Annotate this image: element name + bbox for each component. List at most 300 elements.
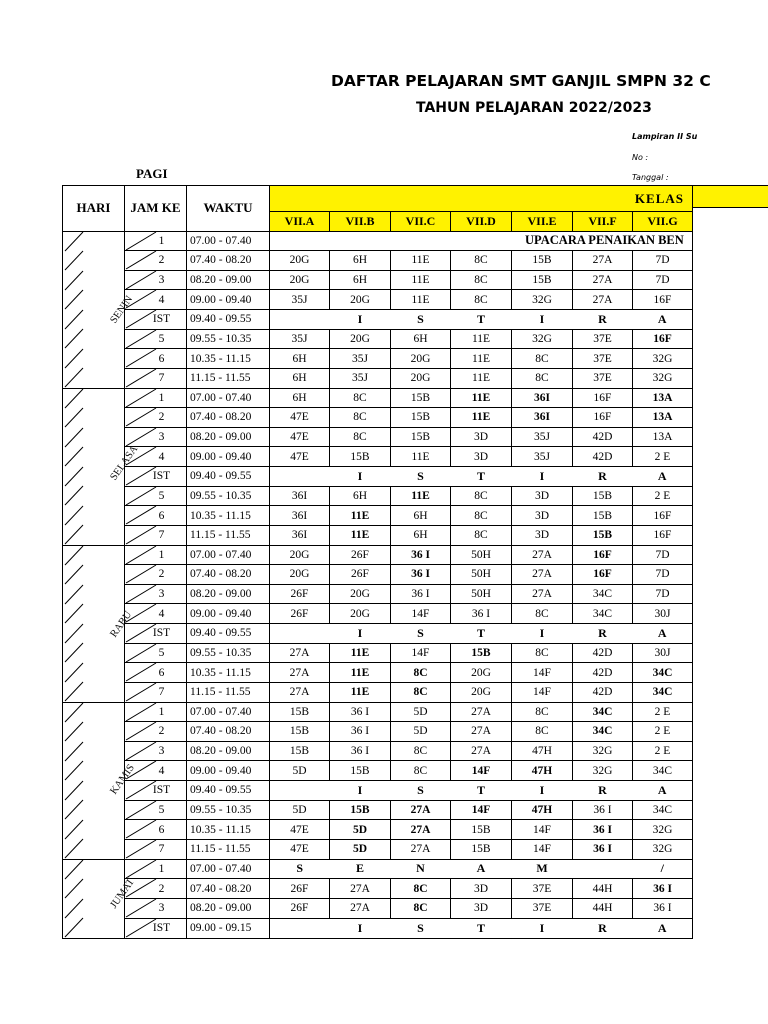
schedule-cell: 15B [330, 800, 391, 820]
schedule-cell: 20G [270, 270, 330, 290]
waktu-cell: 09.40 - 09.55 [187, 781, 270, 801]
schedule-cell: 30J [633, 604, 693, 624]
schedule-cell: 32G [633, 839, 693, 859]
schedule-cell: 7D [633, 584, 693, 604]
diagonal-mark-icon [65, 604, 83, 623]
waktu-cell: 07.00 - 07.40 [187, 545, 270, 565]
jam-number: 2 [158, 254, 165, 267]
schedule-cell: 27A [270, 643, 330, 663]
schedule-cell: 20G [330, 584, 391, 604]
waktu-cell: 07.00 - 07.40 [187, 859, 270, 879]
schedule-cell: 15B [573, 525, 633, 545]
schedule-cell: 6H [270, 368, 330, 388]
waktu-cell: 07.40 - 08.20 [187, 408, 270, 428]
schedule-cell: 27A [391, 839, 451, 859]
break-letter: S [391, 624, 451, 644]
schedule-cell: 16F [573, 408, 633, 428]
schedule-cell: 37E [512, 879, 573, 899]
schedule-cell: 15B [270, 722, 330, 742]
jam-cell [125, 565, 187, 585]
diagonal-mark-icon [126, 624, 156, 642]
diagonal-mark-icon [126, 820, 156, 838]
diagonal-mark-icon [65, 722, 83, 741]
schedule-cell: 44H [573, 899, 633, 919]
schedule-cell: 7D [633, 565, 693, 585]
diagonal-mark-icon [65, 624, 83, 643]
jam-number: 1 [158, 391, 165, 404]
schedule-cell: 15B [573, 506, 633, 526]
schedule-cell: 36 I [573, 820, 633, 840]
schedule-cell: 44H [573, 879, 633, 899]
schedule-cell: 42D [573, 682, 633, 702]
diagonal-mark-icon [126, 349, 156, 367]
schedule-cell: 8C [330, 388, 391, 408]
table-row [63, 918, 693, 938]
table-row [63, 368, 693, 388]
schedule-cell: 20G [270, 565, 330, 585]
jam-number: 7 [158, 372, 165, 385]
waktu-cell: 09.55 - 10.35 [187, 643, 270, 663]
schedule-cell: 20G [270, 545, 330, 565]
jam-number: IST [152, 470, 171, 483]
schedule-cell: 8C [391, 879, 451, 899]
schedule-cell: 35J [512, 427, 573, 447]
schedule-cell: 20G [330, 290, 391, 310]
diagonal-mark-icon [126, 310, 156, 328]
schedule-cell: 8C [451, 486, 512, 506]
break-letter: T [451, 310, 512, 330]
schedule-cell: 27A [573, 290, 633, 310]
schedule-cell: 27A [451, 722, 512, 742]
diagonal-mark-icon [65, 310, 83, 329]
schedule-cell: 16F [633, 525, 693, 545]
table-row [63, 486, 693, 506]
schedule-cell: 16F [573, 565, 633, 585]
table-row [63, 427, 693, 447]
schedule-cell: 27A [330, 879, 391, 899]
waktu-cell: 09.55 - 10.35 [187, 486, 270, 506]
jam-cell [125, 270, 187, 290]
diagonal-mark-icon [65, 349, 83, 368]
class-header-cell: VII.E [512, 212, 573, 232]
schedule-cell: 27A [451, 741, 512, 761]
waktu-cell: 09.40 - 09.55 [187, 467, 270, 487]
schedule-cell: 30J [633, 643, 693, 663]
diagonal-mark-icon [126, 683, 156, 701]
jam-cell [125, 251, 187, 271]
schedule-cell: 8C [512, 643, 573, 663]
schedule-cell: 37E [573, 349, 633, 369]
schedule-cell: 8C [451, 290, 512, 310]
schedule-cell: 16F [633, 329, 693, 349]
schedule-cell: 20G [270, 251, 330, 271]
schedule-cell: 26F [330, 545, 391, 565]
jam-cell [125, 584, 187, 604]
schedule-cell: 3D [451, 879, 512, 899]
waktu-cell: 08.20 - 09.00 [187, 741, 270, 761]
jam-number: 3 [158, 431, 165, 444]
waktu-cell: 09.00 - 09.40 [187, 761, 270, 781]
break-letter: R [573, 781, 633, 801]
schedule-cell: 35J [330, 349, 391, 369]
table-row [63, 290, 693, 310]
schedule-cell: 8C [391, 761, 451, 781]
break-letter: A [633, 310, 693, 330]
schedule-cell: 27A [512, 565, 573, 585]
diagonal-mark-icon [126, 742, 156, 760]
diagonal-mark-icon [126, 506, 156, 524]
jam-cell [125, 545, 187, 565]
table-row [63, 800, 693, 820]
jam-number: 2 [158, 882, 165, 895]
schedule-cell: 20G [451, 682, 512, 702]
session-label: PAGI [136, 166, 168, 181]
page-subtitle: TAHUN PELAJARAN 2022/2023 [416, 100, 652, 116]
schedule-cell: 16F [573, 388, 633, 408]
jam-cell [125, 368, 187, 388]
schedule-cell: 11E [451, 349, 512, 369]
waktu-cell: 09.55 - 10.35 [187, 800, 270, 820]
diagonal-mark-icon [65, 329, 83, 348]
day-cell [63, 231, 136, 388]
schedule-cell: 36I [270, 506, 330, 526]
schedule-cell: 42D [573, 447, 633, 467]
jam-cell [125, 781, 187, 801]
schedule-cell: 36I [270, 525, 330, 545]
jam-cell [125, 839, 187, 859]
schedule-cell: 34C [633, 800, 693, 820]
schedule-cell: 8C [391, 663, 451, 683]
day-name-label: KAMIS [108, 762, 137, 797]
schedule-cell: 37E [512, 899, 573, 919]
schedule-cell: 8C [512, 349, 573, 369]
break-letter: I [330, 624, 391, 644]
schedule-cell: 32G [633, 349, 693, 369]
senam-letter: / [633, 859, 693, 879]
table-row [63, 643, 693, 663]
day-name-label: SENIN [108, 294, 136, 326]
schedule-cell: 34C [633, 663, 693, 683]
diagonal-mark-icon [126, 722, 156, 740]
jam-cell [125, 231, 187, 251]
diagonal-mark-icon [65, 546, 83, 565]
diagonal-mark-icon [126, 330, 156, 348]
waktu-cell: 07.00 - 07.40 [187, 388, 270, 408]
schedule-cell: 2 E [633, 486, 693, 506]
schedule-cell: 27A [512, 584, 573, 604]
schedule-cell: 15B [451, 820, 512, 840]
table-row [63, 388, 693, 408]
schedule-body [63, 231, 693, 938]
schedule-cell: 8C [330, 408, 391, 428]
schedule-cell: 35J [270, 290, 330, 310]
diagonal-mark-icon [65, 290, 83, 309]
diagonal-mark-icon [126, 801, 156, 819]
schedule-cell: 32G [573, 741, 633, 761]
break-letter: A [633, 781, 693, 801]
waktu-cell: 09.00 - 09.40 [187, 447, 270, 467]
table-row [63, 270, 693, 290]
jam-number: 3 [158, 588, 165, 601]
schedule-cell: 15B [391, 408, 451, 428]
jam-cell [125, 918, 187, 938]
waktu-cell: 11.15 - 11.55 [187, 682, 270, 702]
schedule-cell: 15B [391, 388, 451, 408]
schedule-cell: 50H [451, 545, 512, 565]
diagonal-mark-icon [126, 447, 156, 465]
diagonal-mark-icon [126, 487, 156, 505]
schedule-cell: 27A [330, 899, 391, 919]
diagonal-mark-icon [126, 526, 156, 544]
jam-number: 1 [158, 548, 165, 561]
schedule-cell: 27A [391, 800, 451, 820]
schedule-cell: 36 I [633, 879, 693, 899]
diagonal-mark-icon [126, 408, 156, 426]
schedule-cell: 14F [451, 761, 512, 781]
diagonal-mark-icon [65, 232, 83, 251]
diagonal-mark-icon [126, 290, 156, 308]
schedule-cell: 42D [573, 643, 633, 663]
schedule-cell: 5D [270, 761, 330, 781]
schedule-cell: 34C [573, 604, 633, 624]
jam-cell [125, 290, 187, 310]
break-letter: R [573, 624, 633, 644]
schedule-cell: 36 I [391, 565, 451, 585]
waktu-cell: 07.40 - 08.20 [187, 879, 270, 899]
table-row [63, 231, 693, 251]
schedule-cell: 34C [573, 584, 633, 604]
schedule-cell: 11E [330, 525, 391, 545]
diagonal-mark-icon [126, 860, 156, 878]
schedule-cell: 8C [451, 270, 512, 290]
diagonal-mark-icon [65, 565, 83, 584]
schedule-cell: 8C [512, 722, 573, 742]
jam-cell [125, 859, 187, 879]
schedule-cell: 16F [633, 506, 693, 526]
waktu-cell: 09.55 - 10.35 [187, 329, 270, 349]
waktu-cell: 09.40 - 09.55 [187, 624, 270, 644]
diagonal-mark-icon [126, 879, 156, 897]
schedule-cell: 42D [573, 427, 633, 447]
diagonal-mark-icon [126, 546, 156, 564]
schedule-cell: 2 E [633, 722, 693, 742]
jam-cell [125, 899, 187, 919]
waktu-cell: 10.35 - 11.15 [187, 349, 270, 369]
schedule-cell: 37E [573, 329, 633, 349]
no-label: No : [632, 153, 649, 162]
waktu-cell: 09.00 - 09.40 [187, 290, 270, 310]
schedule-cell: 13A [633, 408, 693, 428]
col-header-waktu: WAKTU [187, 186, 270, 232]
schedule-cell: 8C [391, 741, 451, 761]
diagonal-mark-icon [65, 761, 83, 780]
break-letter: I [512, 781, 573, 801]
senam-letter [573, 859, 633, 879]
break-letter: R [573, 467, 633, 487]
jam-number: 6 [158, 352, 165, 365]
schedule-cell: 15B [270, 741, 330, 761]
day-cell [63, 859, 137, 938]
schedule-cell: 47E [270, 427, 330, 447]
diagonal-mark-icon [126, 899, 156, 917]
schedule-cell: 5D [270, 800, 330, 820]
jam-number: 5 [158, 646, 165, 659]
schedule-cell: 11E [391, 270, 451, 290]
schedule-cell: 15B [451, 643, 512, 663]
table-row [63, 329, 693, 349]
schedule-cell: 26F [270, 604, 330, 624]
jam-number: 6 [158, 823, 165, 836]
schedule-cell: 32G [573, 761, 633, 781]
jam-cell [125, 408, 187, 428]
schedule-cell: 3D [451, 899, 512, 919]
schedule-cell: 7D [633, 251, 693, 271]
diagonal-mark-icon [65, 839, 83, 858]
day-name-label: SELASA [108, 444, 141, 483]
table-row [63, 741, 693, 761]
break-letter: R [573, 918, 633, 938]
schedule-cell: 14F [451, 800, 512, 820]
diagonal-mark-icon [65, 251, 83, 270]
jam-number: IST [152, 784, 171, 797]
jam-cell [125, 525, 187, 545]
schedule-cell: 47E [270, 820, 330, 840]
schedule-cell: 35J [270, 329, 330, 349]
schedule-cell: 20G [391, 349, 451, 369]
schedule-cell: 36 I [330, 722, 391, 742]
diagonal-mark-icon [126, 781, 156, 799]
schedule-cell: 3D [512, 486, 573, 506]
senam-letter: E [330, 859, 391, 879]
schedule-cell: 5D [391, 722, 451, 742]
schedule-cell: 11E [391, 251, 451, 271]
diagonal-mark-icon [126, 369, 156, 387]
schedule-cell: 27A [391, 820, 451, 840]
schedule-cell: 26F [330, 565, 391, 585]
table-row [63, 565, 693, 585]
schedule-cell: 15B [451, 839, 512, 859]
schedule-cell: 14F [391, 604, 451, 624]
break-letter: I [330, 467, 391, 487]
jam-number: 6 [158, 509, 165, 522]
break-letter: T [451, 467, 512, 487]
day-cell [63, 388, 141, 545]
jam-number: 4 [158, 764, 165, 777]
diagonal-mark-icon [126, 467, 156, 485]
schedule-cell: 3D [512, 525, 573, 545]
schedule-cell: 14F [512, 663, 573, 683]
diagonal-mark-icon [65, 800, 83, 819]
schedule-cell: 20G [330, 604, 391, 624]
diagonal-mark-icon [65, 428, 83, 447]
schedule-cell: 2 E [633, 741, 693, 761]
schedule-cell: 27A [270, 663, 330, 683]
diagonal-mark-icon [65, 486, 83, 505]
jam-cell [125, 486, 187, 506]
jam-number: 7 [158, 843, 165, 856]
table-row [63, 820, 693, 840]
break-letter: A [633, 467, 693, 487]
schedule-cell: 8C [391, 899, 451, 919]
waktu-cell: 10.35 - 11.15 [187, 663, 270, 683]
jam-number: 5 [158, 332, 165, 345]
schedule-cell: 15B [330, 447, 391, 467]
diagonal-mark-icon [65, 820, 83, 839]
schedule-cell: 34C [633, 761, 693, 781]
break-letter: I [512, 467, 573, 487]
jam-number: 1 [158, 705, 165, 718]
schedule-cell: 5D [330, 820, 391, 840]
break-letter: T [451, 918, 512, 938]
schedule-cell: 6H [330, 486, 391, 506]
schedule-cell: 6H [270, 388, 330, 408]
diagonal-mark-icon [126, 271, 156, 289]
jam-number: 3 [158, 902, 165, 915]
schedule-cell: 26F [270, 899, 330, 919]
table-row [63, 506, 693, 526]
diagonal-mark-icon [65, 368, 83, 387]
schedule-cell: 32G [633, 368, 693, 388]
table-row [63, 682, 693, 702]
schedule-cell: 8C [512, 604, 573, 624]
schedule-cell: 11E [391, 486, 451, 506]
waktu-cell: 08.20 - 09.00 [187, 584, 270, 604]
jam-cell [125, 329, 187, 349]
schedule-cell: 15B [391, 427, 451, 447]
diagonal-mark-icon [126, 761, 156, 779]
break-empty-cell [270, 781, 330, 801]
break-letter: T [451, 624, 512, 644]
schedule-cell: 6H [270, 349, 330, 369]
jam-number: 2 [158, 568, 165, 581]
waktu-cell: 11.15 - 11.55 [187, 368, 270, 388]
table-row [63, 624, 693, 644]
waktu-cell: 09.00 - 09.40 [187, 604, 270, 624]
diagonal-mark-icon [126, 428, 156, 446]
schedule-cell: 8C [512, 702, 573, 722]
diagonal-mark-icon [126, 919, 156, 937]
class-header-cell: VII.D [451, 212, 512, 232]
schedule-cell: 34C [633, 682, 693, 702]
schedule-cell: 15B [330, 761, 391, 781]
schedule-cell: 14F [512, 839, 573, 859]
diagonal-mark-icon [126, 840, 156, 858]
waktu-cell: 08.20 - 09.00 [187, 427, 270, 447]
jam-cell [125, 761, 187, 781]
break-letter: I [330, 918, 391, 938]
jam-number: 7 [158, 686, 165, 699]
break-empty-cell [270, 467, 330, 487]
break-letter: T [451, 781, 512, 801]
table-row [63, 604, 693, 624]
waktu-cell: 09.40 - 09.55 [187, 310, 270, 330]
table-row [63, 879, 693, 899]
waktu-cell: 08.20 - 09.00 [187, 270, 270, 290]
schedule-cell: 26F [270, 584, 330, 604]
waktu-cell: 10.35 - 11.15 [187, 506, 270, 526]
schedule-cell: 14F [512, 820, 573, 840]
diagonal-mark-icon [65, 389, 83, 408]
class-header-cell: VII.C [391, 212, 451, 232]
schedule-cell: 6H [391, 525, 451, 545]
jam-number: IST [152, 627, 171, 640]
break-letter: A [633, 918, 693, 938]
jam-cell [125, 879, 187, 899]
jam-cell [125, 310, 187, 330]
ceremony-cell: UPACARA PENAIKAN BEN [270, 231, 693, 251]
diagonal-mark-icon [65, 860, 83, 879]
diagonal-mark-icon [65, 703, 83, 722]
